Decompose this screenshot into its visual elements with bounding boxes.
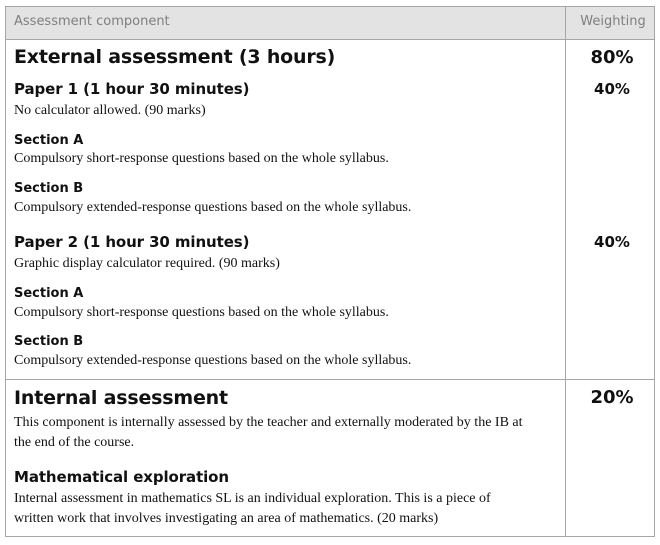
header-weighting: Weighting xyxy=(580,14,646,29)
assessment-table xyxy=(5,6,655,537)
external-weighting: 80% xyxy=(590,47,634,68)
paper1-description: No calculator allowed. (90 marks) xyxy=(14,103,206,118)
internal-weighting: 20% xyxy=(590,387,634,408)
exploration-description-line1: Internal assessment in mathematics SL is an individual exploration. This is a piece of xyxy=(14,491,491,506)
paper1-sectionB-description: Compulsory extended-response questions based on the whole syllabus. xyxy=(14,200,412,215)
internal-assessment-title: Internal assessment xyxy=(14,387,228,409)
internal-description-line2: the end of the course. xyxy=(14,435,135,450)
column-divider xyxy=(565,7,566,536)
table-header xyxy=(6,7,654,40)
paper2-sectionB-title: Section B xyxy=(14,334,84,349)
paper2-sectionB-description: Compulsory extended-response questions based on the whole syllabus. xyxy=(14,353,412,368)
external-assessment-title: External assessment (3 hours) xyxy=(14,46,336,68)
header-assessment-component: Assessment component xyxy=(14,14,170,29)
internal-description-line1: This component is internally assessed by the teacher and externally moderated by the IB at xyxy=(14,415,523,430)
paper1-sectionB-title: Section B xyxy=(14,181,84,196)
exploration-title: Mathematical exploration xyxy=(14,468,229,486)
paper2-sectionA-description: Compulsory short-response questions based on the whole syllabus. xyxy=(14,305,389,320)
paper1-weighting: 40% xyxy=(594,80,630,98)
paper1-sectionA-title: Section A xyxy=(14,133,84,148)
paper2-title: Paper 2 (1 hour 30 minutes) xyxy=(14,233,250,251)
paper2-sectionA-title: Section A xyxy=(14,286,84,301)
row-divider xyxy=(6,379,654,380)
paper2-weighting: 40% xyxy=(594,233,630,251)
paper1-title: Paper 1 (1 hour 30 minutes) xyxy=(14,80,250,98)
exploration-description-line2: written work that involves investigating an area of mathematics. (20 marks) xyxy=(14,511,439,526)
paper2-description: Graphic display calculator required. (90 marks) xyxy=(14,256,280,271)
paper1-sectionA-description: Compulsory short-response questions based on the whole syllabus. xyxy=(14,151,389,166)
